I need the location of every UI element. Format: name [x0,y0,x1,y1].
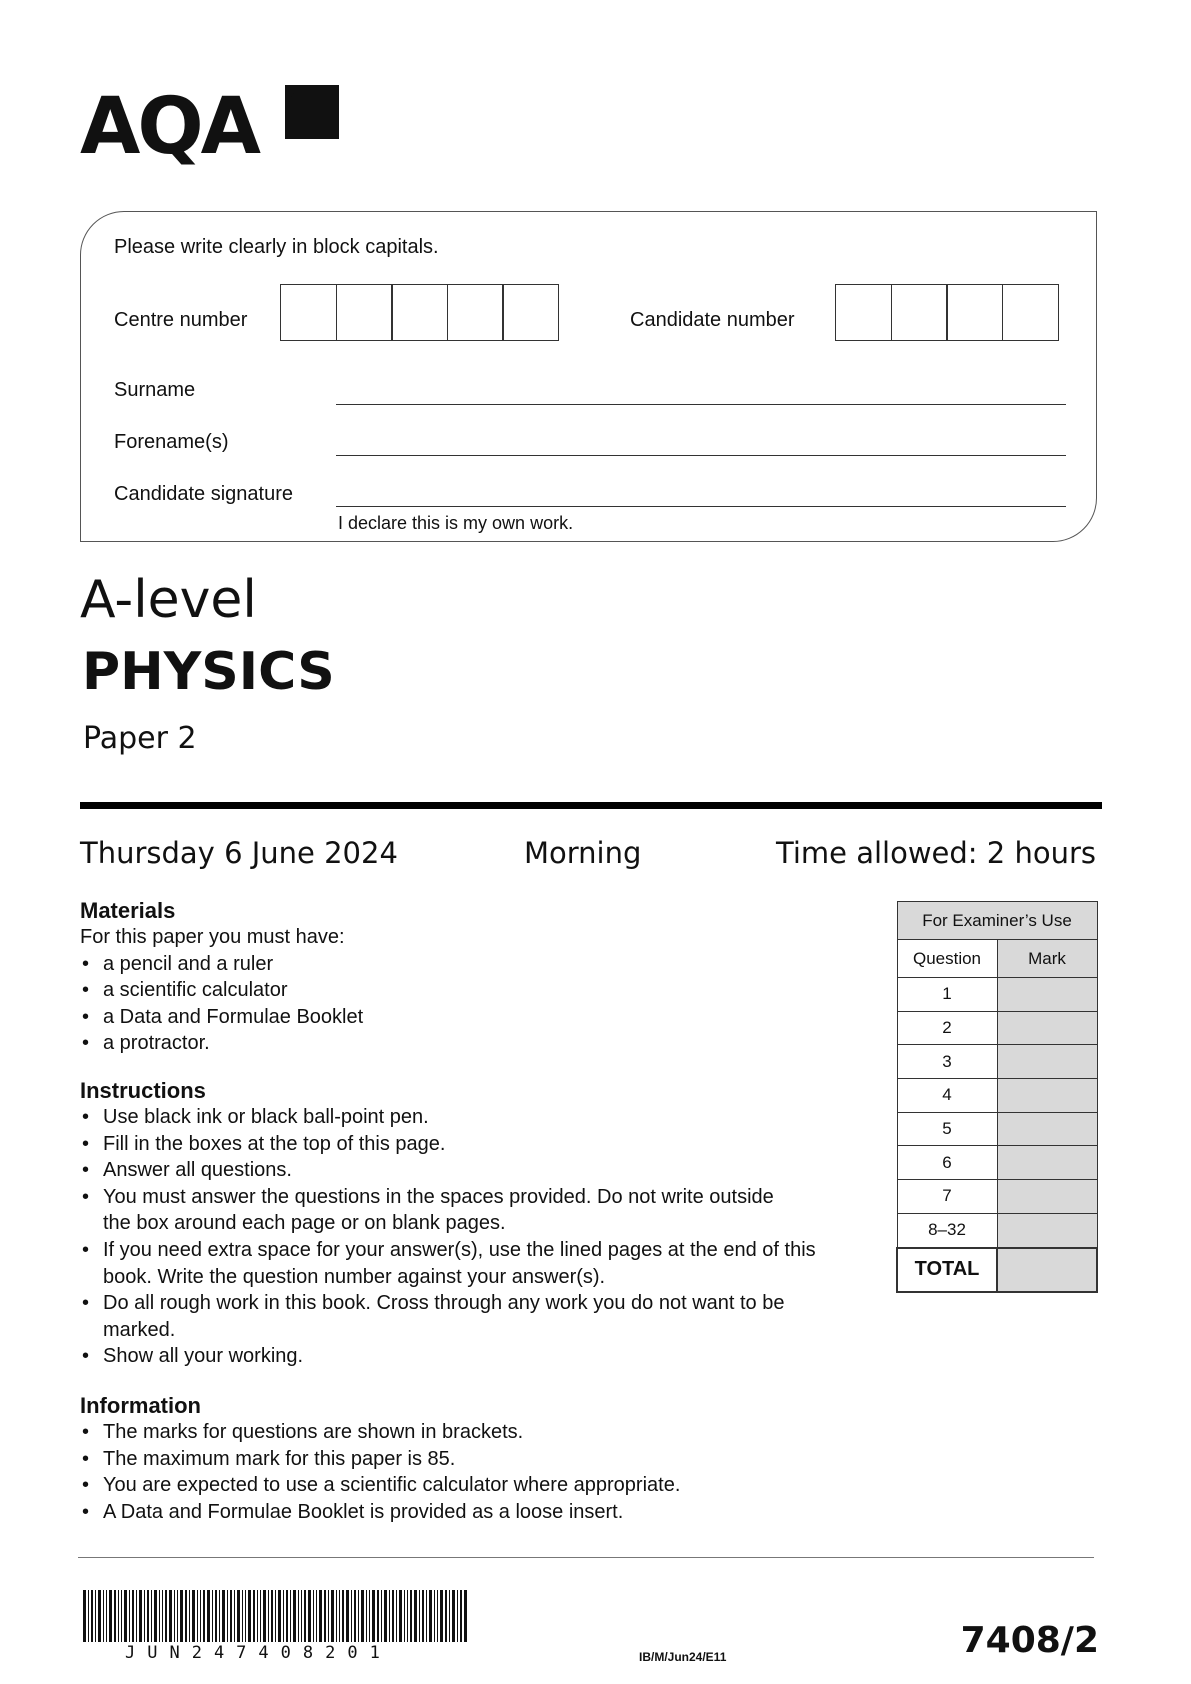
candidate-number-boxes[interactable] [835,284,1059,341]
centre-number-label: Centre number [114,309,248,331]
paper-number: Paper 2 [83,721,197,756]
list-item: • The marks for questions are shown in brackets. [80,1419,880,1446]
list-item: • The maximum mark for this paper is 85. [80,1446,880,1473]
total-mark-cell[interactable] [997,1248,1097,1292]
list-item: • Do all rough work in this book. Cross through any work you do not want to be marked. [80,1290,823,1343]
centre-number-digit[interactable] [391,284,448,341]
question-column-header: Question [897,940,997,978]
mark-cell[interactable] [997,1180,1097,1214]
candidate-number-digit[interactable] [946,284,1003,341]
block-capitals-instruction: Please write clearly in block capitals. [114,236,439,258]
document-reference: IB/M/Jun24/E11 [639,1650,727,1664]
mark-column-header: Mark [997,940,1097,978]
examiner-use-title: For Examiner’s Use [897,902,1097,940]
list-item: • a Data and Formulae Booklet [80,1004,880,1031]
materials-intro: For this paper you must have: [80,926,345,948]
table-row [897,1112,1097,1146]
question-number: 7 [897,1180,997,1214]
aqa-logo [80,82,259,172]
total-label: TOTAL [897,1248,997,1292]
forenames-label: Forename(s) [114,431,229,453]
barcode-number: JUN247408201 [125,1643,392,1663]
footer-divider [78,1557,1094,1558]
materials-heading: Materials [80,898,176,923]
time-allowed: Time allowed: 2 hours [776,836,1096,870]
table-row [897,1213,1097,1247]
question-number: 2 [897,1011,997,1045]
forenames-field[interactable] [336,455,1066,456]
list-item: • a protractor. [80,1030,880,1057]
question-number: 8–32 [897,1213,997,1247]
mark-cell[interactable] [997,1146,1097,1180]
question-number: 1 [897,978,997,1012]
list-item: • Show all your working. [80,1343,870,1370]
logo-text: AQA [80,82,259,172]
centre-number-digit[interactable] [502,284,559,341]
table-row [897,1011,1097,1045]
mark-cell[interactable] [997,1011,1097,1045]
list-item: • A Data and Formulae Booklet is provided as a loose insert. [80,1499,880,1526]
candidate-number-digit[interactable] [1002,284,1059,341]
examiner-use-table [896,901,1098,1293]
title-divider [80,802,1102,809]
list-item: • You must answer the questions in the spaces provided. Do not write outside the box around each page or on blank pages. [80,1184,783,1237]
mark-cell[interactable] [997,1045,1097,1079]
centre-number-digit[interactable] [447,284,504,341]
signature-label: Candidate signature [114,483,294,505]
mark-cell[interactable] [997,1213,1097,1247]
information-heading: Information [80,1393,201,1418]
exam-date: Thursday 6 June 2024 [80,836,398,870]
exam-session: Morning [524,836,642,870]
instructions-heading: Instructions [80,1078,206,1103]
logo-mark-icon [283,85,341,141]
list-item: • Answer all questions. [80,1157,870,1184]
subject-title: PHYSICS [82,642,335,702]
list-item: • You are expected to use a scientific calculator where appropriate. [80,1472,880,1499]
question-number: 3 [897,1045,997,1079]
candidate-number-digit[interactable] [835,284,892,341]
mark-cell[interactable] [997,978,1097,1012]
list-item: • a scientific calculator [80,977,880,1004]
list-item: • Use black ink or black ball-point pen. [80,1104,870,1131]
question-number: 5 [897,1112,997,1146]
materials-list [80,951,880,1057]
table-row [897,1079,1097,1113]
candidate-number-label: Candidate number [630,309,795,331]
mark-cell[interactable] [997,1112,1097,1146]
question-number: 6 [897,1146,997,1180]
table-row [897,1180,1097,1214]
qualification-level: A-level [80,570,257,630]
table-row [897,1045,1097,1079]
barcode-icon [83,1590,469,1642]
instructions-section [80,1078,875,1370]
list-item: • Fill in the boxes at the top of this page. [80,1131,870,1158]
table-row [897,1146,1097,1180]
total-row [897,1248,1097,1292]
surname-field[interactable] [336,404,1066,405]
centre-number-boxes[interactable] [280,284,559,341]
signature-field[interactable] [336,506,1066,507]
list-item: • If you need extra space for your answer(s), use the lined pages at the end of this book. Write the question number against your answer(s). [80,1237,870,1290]
declaration-text: I declare this is my own work. [338,513,574,533]
centre-number-digit[interactable] [336,284,393,341]
mark-cell[interactable] [997,1079,1097,1113]
instructions-list [80,1104,870,1370]
candidate-number-digit[interactable] [891,284,948,341]
surname-label: Surname [114,379,196,401]
list-item: • a pencil and a ruler [80,951,880,978]
information-section [80,1393,880,1525]
table-row [897,978,1097,1012]
materials-section [80,898,880,1057]
information-list [80,1419,880,1525]
paper-code: 7408/2 [960,1620,1099,1661]
centre-number-digit[interactable] [280,284,337,341]
question-number: 4 [897,1079,997,1113]
